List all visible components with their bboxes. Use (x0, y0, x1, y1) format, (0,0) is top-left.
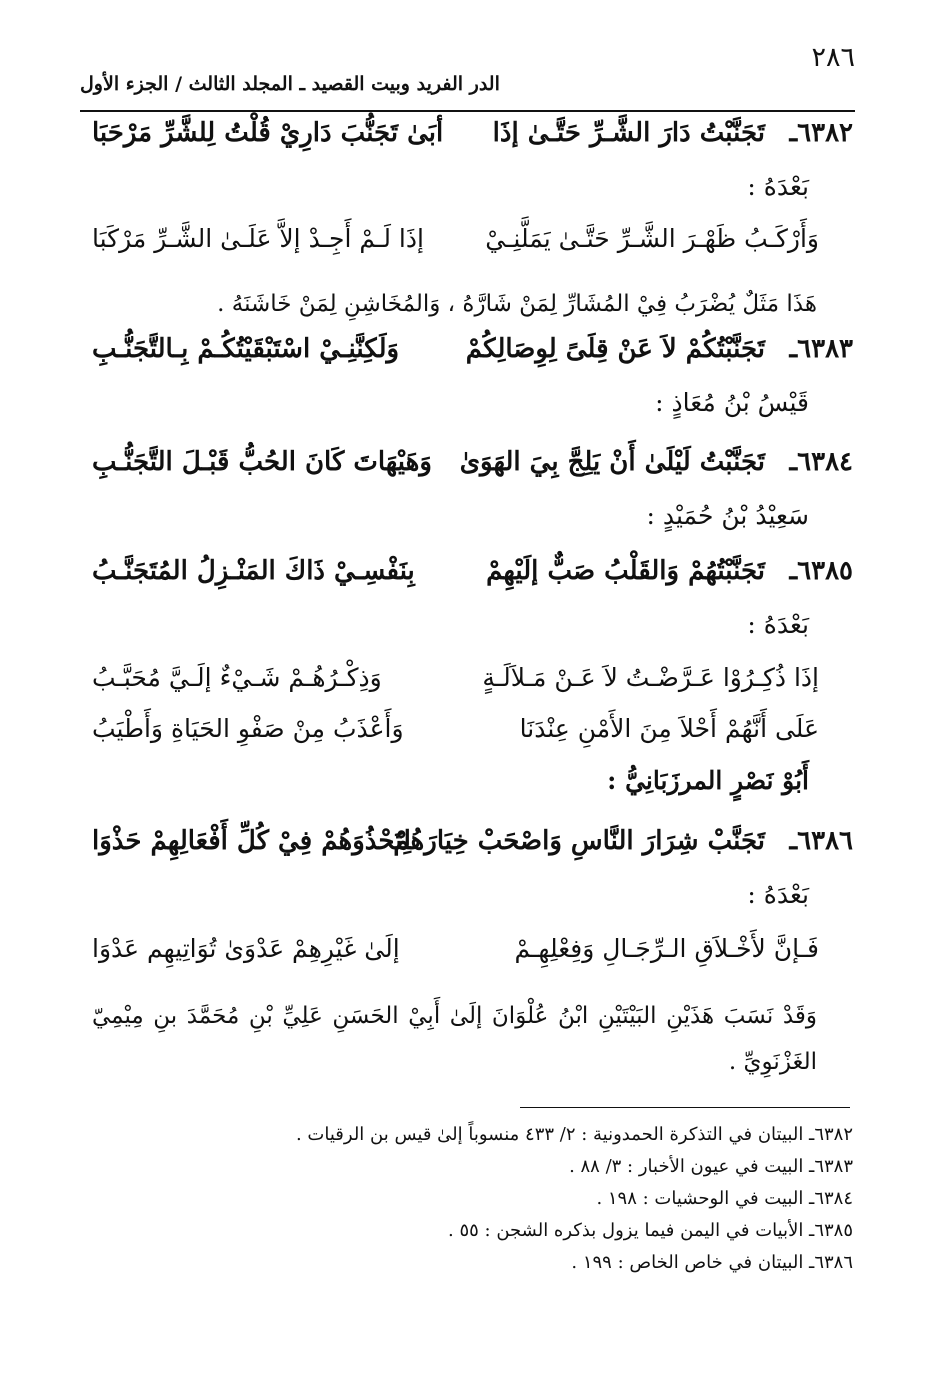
first-hemistich: تَجَنَّبْتُهُمْ وَالقَلْبُ صَبٌّ إلَيْهِمْ (486, 556, 765, 586)
second-hemistich: بِنَفْسِـيْ ذَاكَ المَنْـزِلُ المُتَجَنَّـبُ (92, 556, 415, 586)
footnote: ٦٣٨٣ـ البيت في عيون الأخبار : ٣/ ٨٨ . (569, 1156, 853, 1177)
attribution: أَبُوْ نَصْرٍ المرزَبَانِيُّ : (607, 766, 809, 795)
attribution: بَعْدَهُ : (747, 610, 809, 639)
second-hemistich: إلَىٰ غَيْرِهِمْ عَدْوَىٰ تُوَاتِيهِم عَدْوَا (92, 934, 400, 963)
footnote-divider (520, 1107, 850, 1108)
header-divider (80, 110, 855, 112)
attribution: قَيْسُ بْنُ مُعَاذٍ : (655, 388, 809, 417)
entry-number: ٦٣٨٣ـ (789, 334, 853, 364)
verse-line (92, 224, 853, 270)
entry-number: ٦٣٨٥ـ (789, 556, 853, 586)
attribution: بَعْدَهُ : (747, 172, 809, 201)
footnote: ٦٣٨٦ـ البيتان في خاص الخاص : ١٩٩ . (571, 1252, 853, 1273)
attribution: سَعِيْدُ بْنُ حُمَيْدٍ : (646, 501, 809, 530)
second-hemistich: وَأَعْذَبُ مِنْ صَفْوِ الحَيَاةِ وَأَطْيَبُ (92, 714, 404, 743)
verse-line (92, 934, 853, 980)
first-hemistich: تَجَنَّبْتُ لَيْلَىٰ أَنْ يَلِجَّ بِيَ الهَوَىٰ (459, 447, 765, 477)
verse-line (92, 447, 853, 493)
entry-number: ٦٣٨٢ـ (789, 118, 853, 148)
second-hemistich: وَذِكْـرُهُـمْ شَـيْءٌ إلَـيَّ مُحَبَّـبُ (92, 663, 382, 692)
commentary-note: وَقَدْ نَسَبَ هَذَيْنِ البَيْتَيْنِ ابْنُ عُلْوَانَ إلَىٰ أَبِيْ الحَسَنِ عَلِيِّ بْنِ مُحَمَّدَ بنِ مِيْمِيّ الغَزْنَوِيِّ . (92, 1003, 817, 1075)
first-hemistich: تَجَنَّبْتُكُمْ لاَ عَنْ قِلَىً لِوِصَالِكُمْ (465, 334, 765, 364)
page-number: ٢٨٦ (811, 42, 855, 73)
verse-line (92, 334, 853, 380)
running-title: الدر الفريد وبيت القصيد ـ المجلد الثالث / الجزء الأول (80, 73, 500, 95)
second-hemistich: وَلَكِنَّنِـيْ اسْتَبْقَيْتُكُـمْ بِـالتَّجَنُّـبِ (92, 334, 400, 364)
verse-line (92, 663, 853, 709)
first-hemistich: عَلَى أَنَّهُمْ أَحْلاَ مِنَ الأَمْنِ عِنْدَنَا (519, 714, 819, 743)
entry-number: ٦٣٨٤ـ (789, 447, 853, 477)
first-hemistich: إذَا ذُكِـرُوْا عَـرَّضْـتُ لاَ عَـنْ مَـلاَلَـةٍ (482, 663, 819, 692)
entry-number: ٦٣٨٦ـ (789, 826, 853, 856)
first-hemistich: تَجَنَّبْتُ دَارَ الشَّـرِّ حَتَّـىٰ إذَا (492, 118, 765, 148)
footnote: ٦٣٨٢ـ البيتان في التذكرة الحمدونية : ٢/ ٤٣٣ منسوباً إلىٰ قيس بن الرقيات . (295, 1124, 853, 1145)
first-hemistich: تَجَنَّبْ شِرَارَ النَّاسِ وَاصْحَبْ خِيَارَهُمْ (393, 826, 765, 856)
verse-line (92, 714, 853, 760)
second-hemistich: لِتَحْذُوَهُمْ فِيْ كُلِّ أَفْعَالِهِمْ حَذْوَا (92, 826, 411, 856)
verse-line (92, 556, 853, 602)
first-hemistich: وَأَرْكَـبُ ظَهْـرَ الشَّـرِّ حَتَّـىٰ يَمَلَّنِـيْ (485, 224, 819, 253)
second-hemistich: أبَىٰ تَجَنُّبَ دَارِيْ قُلْتُ لِلشَّرِّ مَرْحَبَا (92, 118, 444, 148)
commentary-note: هَذَا مَثَلٌ يُضْرَبُ فِيْ المُشَارِّ لِمَنْ شَارَّهُ ، وَالمُخَاشِنِ لِمَنْ خَاشَنَهُ . (217, 291, 817, 317)
second-hemistich: إذَا لَـمْ أَجِـدْ إلاَّ عَلَـىٰ الشَّـرِّ مَرْكَبَا (92, 224, 424, 253)
footnote: ٦٣٨٤ـ البيت في الوحشيات : ١٩٨ . (596, 1188, 853, 1209)
footnote: ٦٣٨٥ـ الأبيات في اليمن فيما يزول بذكره الشجن : ٥٥ . (448, 1220, 853, 1241)
verse-line (92, 826, 853, 872)
attribution: بَعْدَهُ : (747, 880, 809, 909)
verse-line (92, 118, 853, 164)
second-hemistich: وَهَيْهَاتَ كَانَ الحُبُّ قَبْـلَ التَّجَنُّـبِ (92, 447, 432, 477)
first-hemistich: فَـإنَّ لأَخْـلاَقِ الـرِّجَـالِ وَفِعْلِهِـمْ (514, 934, 819, 963)
